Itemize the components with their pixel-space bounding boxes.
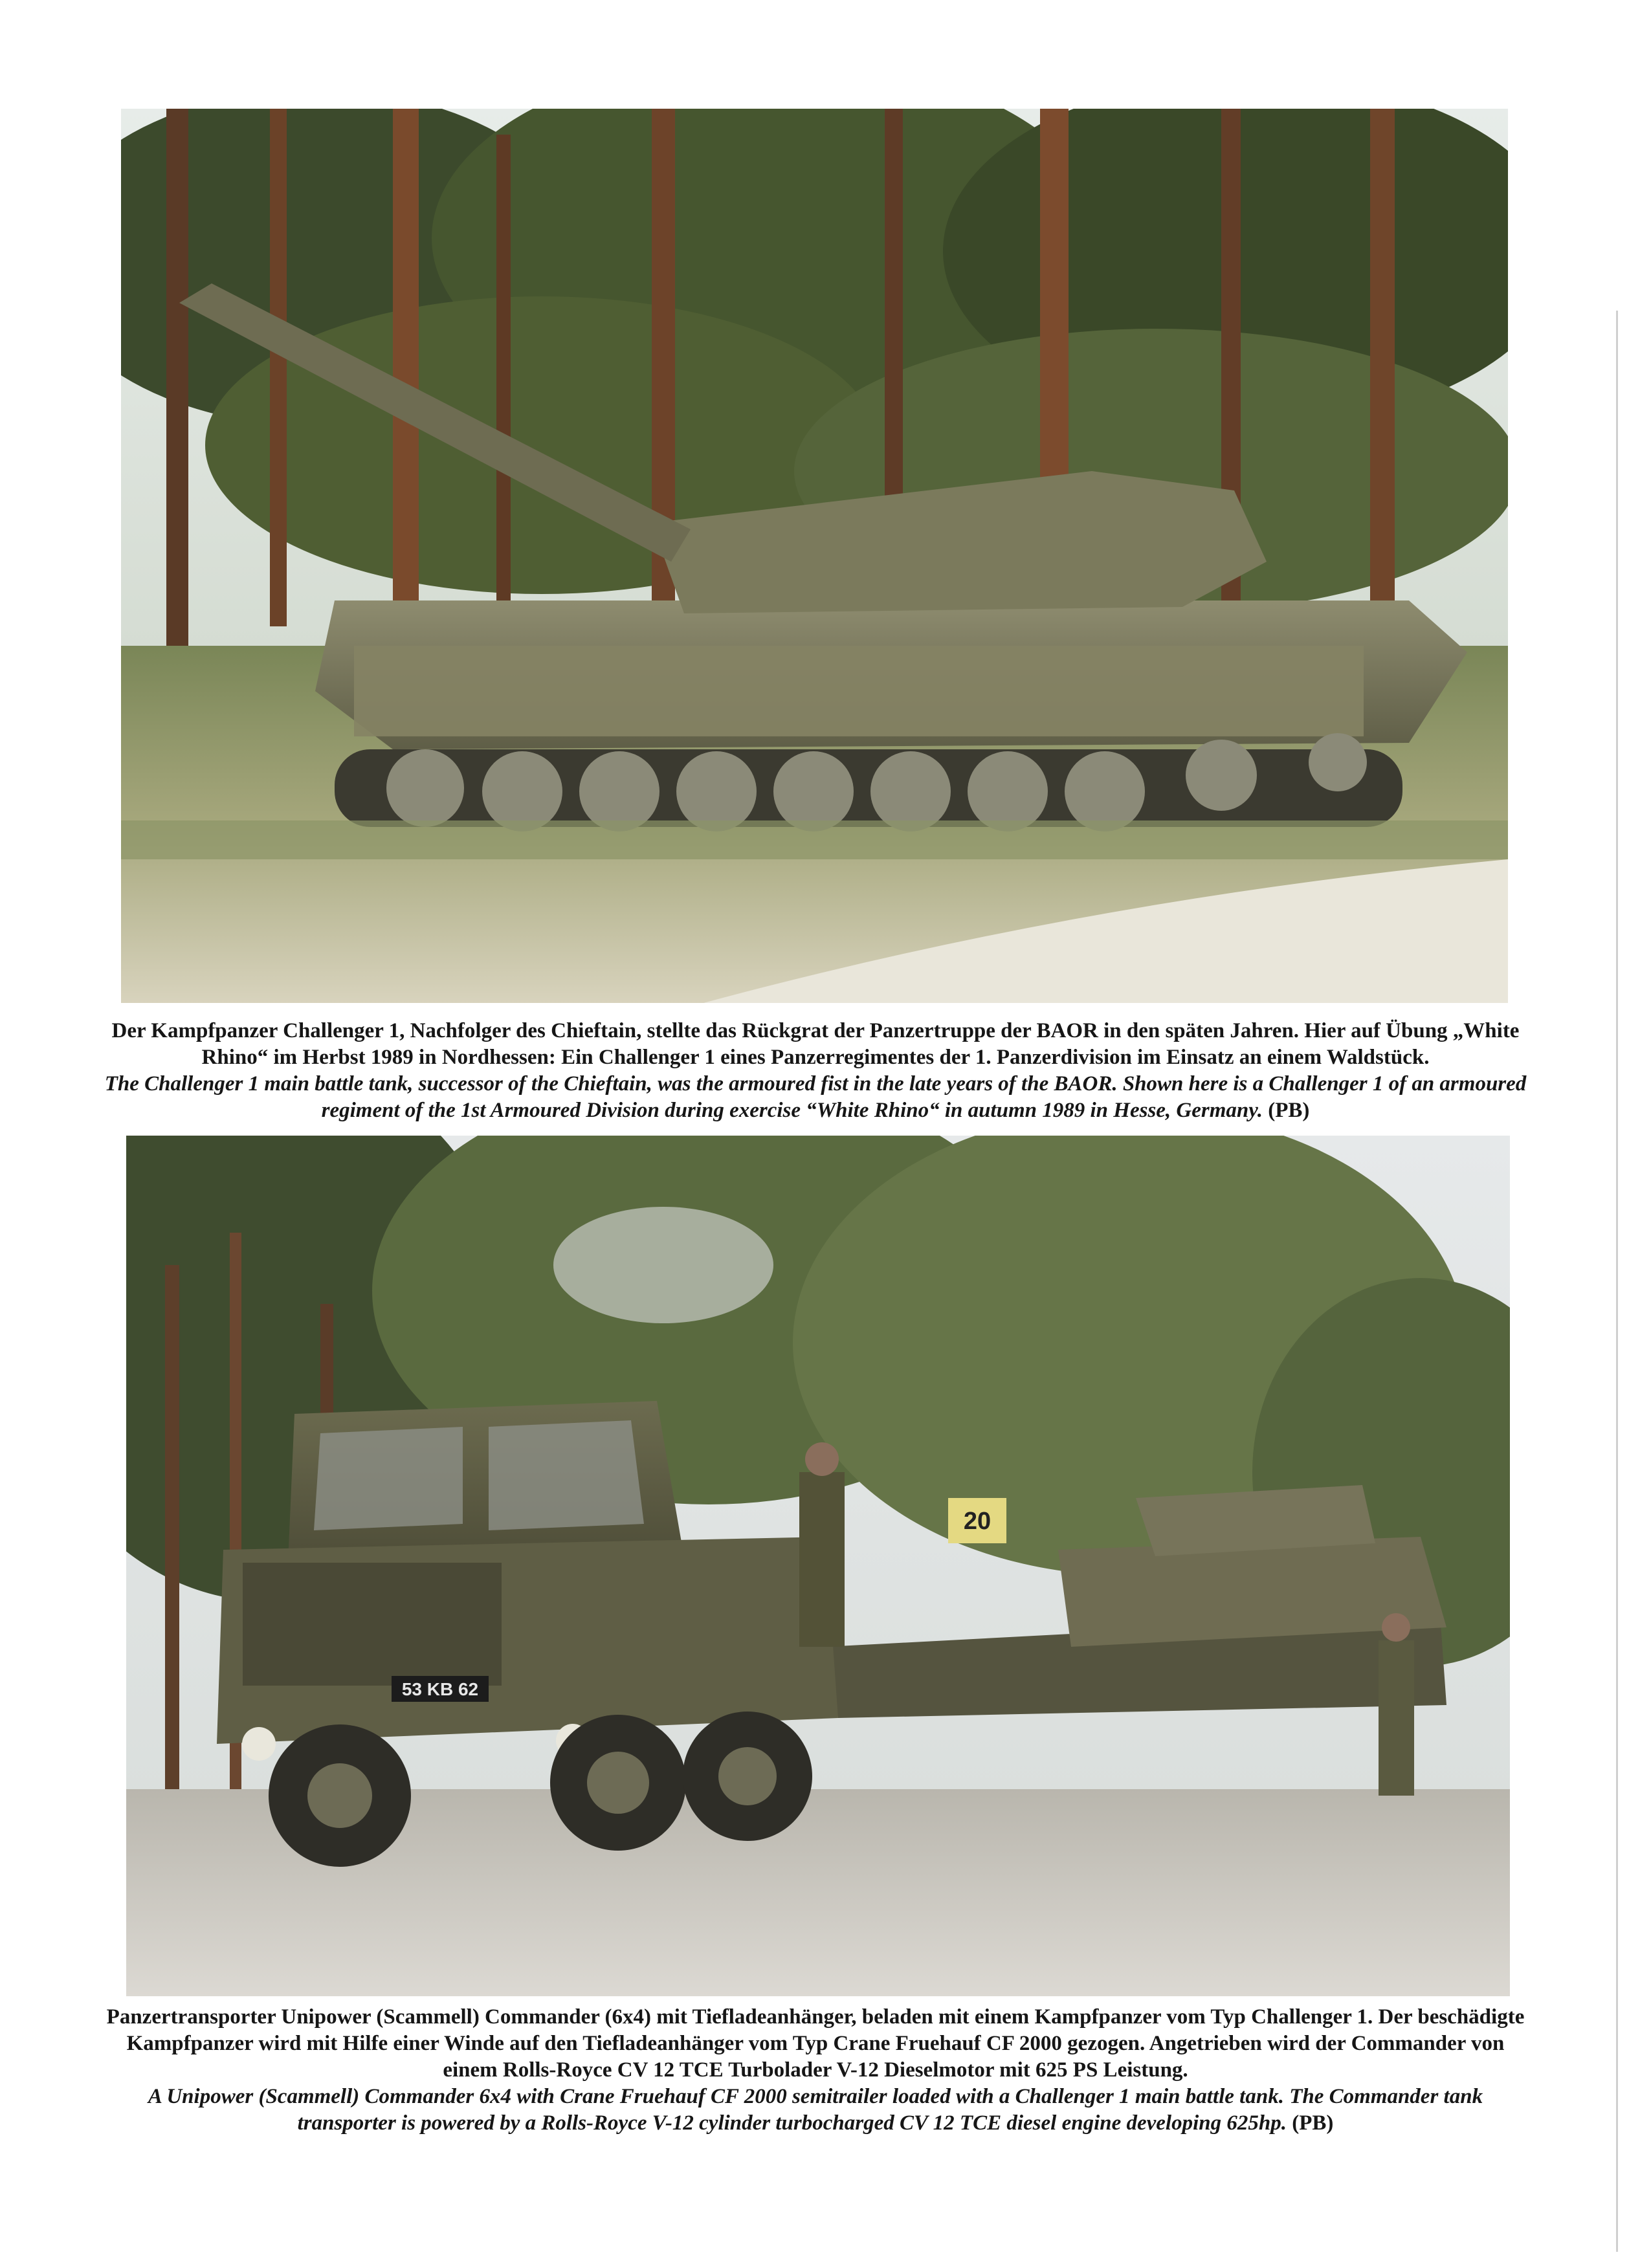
caption-top-english [104, 1071, 1527, 1124]
caption-bottom-english [104, 2084, 1527, 2137]
tank-number: 20 [963, 1508, 992, 1535]
license-plate-text: 53 KB 62 [401, 1679, 479, 1699]
page-edge-line [1616, 311, 1618, 2252]
transporter-photo [126, 1136, 1510, 1996]
caption-bottom-english-text: A Unipower (Scammell) Commander 6x4 with Crane Fruehauf CF 2000 semitrailer loaded with a Challenger 1 main battle tank. The Commander tank transporter is powered by a Rolls-Royce V-12 cylinder turbocharged CV 12 TCE diesel engine developing 625hp. [148, 2085, 1483, 2135]
caption-bottom [104, 2004, 1527, 2137]
tank-photo [121, 109, 1508, 1003]
photo-credit: (PB) [1292, 2111, 1334, 2135]
caption-top-english-text: The Challenger 1 main battle tank, successor of the Chieftain, was the armoured fist in the late years of the BAOR. Shown here is a Challenger 1 of an armoured regiment of the 1st Armoured Division during exercise “White Rhino“ in autumn 1989 in Hesse, Germany. [104, 1072, 1527, 1122]
caption-top [104, 1018, 1527, 1124]
photo-credit: (PB) [1268, 1099, 1310, 1122]
transporter-photo-drawing [126, 1136, 1510, 1996]
caption-top-german: Der Kampfpanzer Challenger 1, Nachfolger des Chieftain, stellte das Rückgrat der Panzertruppe der BAOR in den späten Jahren. Hier auf Übung „White Rhino“ im Herbst 1989 in Nordhessen: Ein Challenger 1 eines Panzerregimentes der 1. Panzerdivision im Einsatz an einem Waldstück. [111, 1019, 1520, 1069]
tank-photo-drawing [121, 109, 1508, 1003]
caption-bottom-german: Panzertransporter Unipower (Scammell) Commander (6x4) mit Tiefladeanhänger, beladen mit einem Kampfpanzer vom Typ Challenger 1. Der beschädigte Kampfpanzer wird mit Hilfe einer Winde auf den Tiefladeanhänger vom Typ Crane Fruehauf CF 2000 gezogen. Angetrieben wird der Commander von einem Rolls-Royce CV 12 TCE Turbolader V-12 Dieselmotor mit 625 PS Leistung. [106, 2005, 1525, 2082]
